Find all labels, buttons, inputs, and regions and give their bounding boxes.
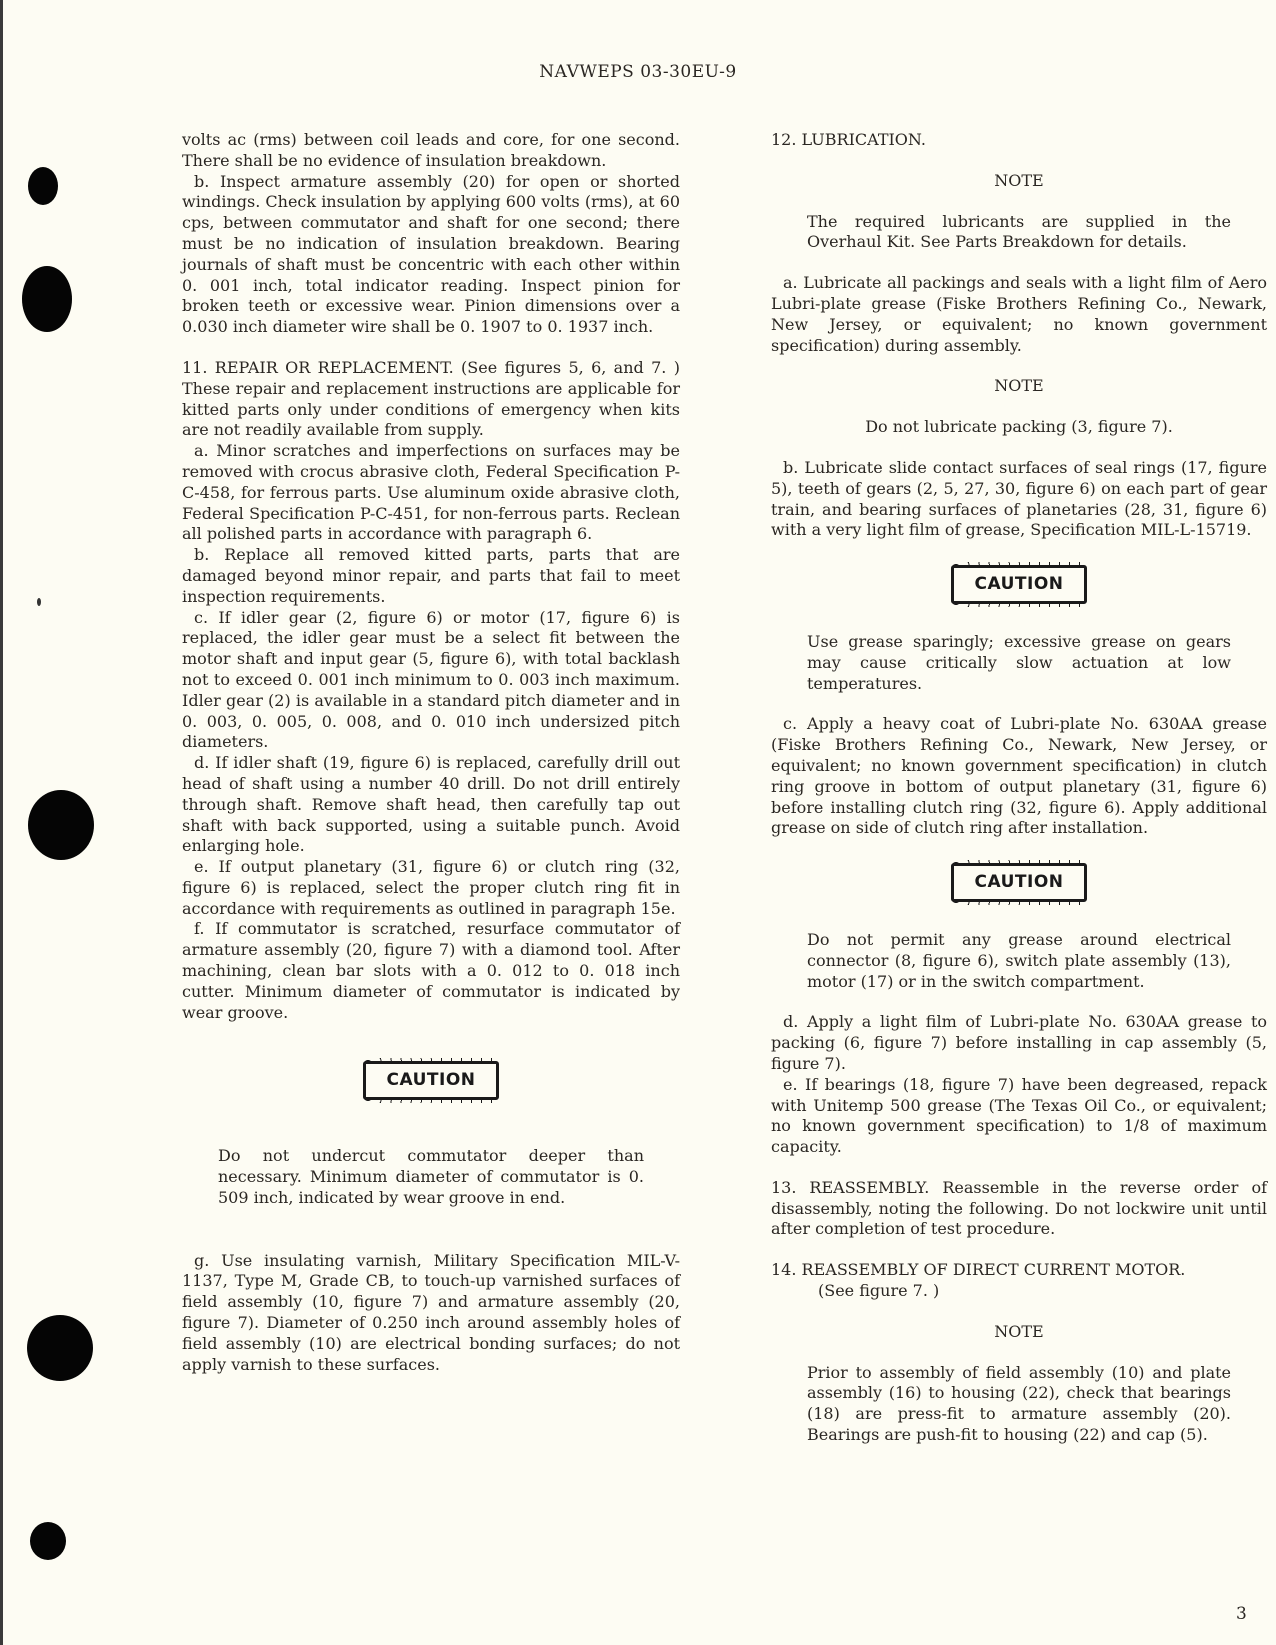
caution-label: CAUTION xyxy=(951,863,1086,902)
binder-hole-5 xyxy=(30,1522,66,1560)
note-label-2: NOTE xyxy=(994,376,1044,396)
paragraph-11e: e. If output planetary (31, figure 6) or clutch ring (32, figure 6) is replaced, select the proper clutch ring fit in accordance with requirements as outlined in paragraph 15e. xyxy=(182,857,680,918)
paragraph-11f: f. If commutator is scratched, resurface commutator of armature assembly (20, figure 7) with a diamond tool. After machining, clean bar slots with a 0. 012 to 0. 018 inch cutter. Minimum diameter of commutator is indicated by wear groove. xyxy=(182,919,680,1022)
paragraph-12b: b. Lubricate slide contact surfaces of seal rings (17, figure 5), teeth of gears (2, 5, 27, 30, figure 6) on each part of gear train, and bearing surfaces of planetaries (28, 31, figure 6) with a very light film of grease, Specification MIL-L-15719. xyxy=(771,457,1267,540)
left-column xyxy=(182,130,680,1375)
section-14-heading: 14. REASSEMBLY OF DIRECT CURRENT MOTOR. xyxy=(771,1260,1186,1280)
page-number: 3 xyxy=(1236,1604,1247,1624)
paragraph-11a: a. Minor scratches and imperfections on surfaces may be removed with crocus abrasive cloth, Federal Specification P-C-458, for ferrous parts. Use aluminum oxide abrasive cloth, Federal Specification P-C-451, for non-ferrous parts. Reclean all polished parts in accordance with paragraph 6. xyxy=(182,441,680,544)
note-text-3: Prior to assembly of field assembly (10) and plate assembly (16) to housing (22), check that bearings (18) are press-fit to armature assembly (20). Bearings are push-fit to housing (22) and cap (5). xyxy=(807,1362,1231,1445)
page-left-edge xyxy=(0,0,3,1645)
document-number-header: NAVWEPS 03-30EU-9 xyxy=(539,62,737,82)
binder-hole-4 xyxy=(27,1315,93,1381)
section-14-figure-ref: (See figure 7. ) xyxy=(818,1281,940,1301)
note-text-2: Do not lubricate packing (3, figure 7). xyxy=(865,417,1173,437)
section-12-heading: 12. LUBRICATION. xyxy=(771,130,926,149)
paragraph-12e: e. If bearings (18, figure 7) have been degreased, repack with Unitemp 500 grease (The Texas Oil Co., or equivalent; no known government specification) to 1/8 of maximum capacity. xyxy=(771,1074,1267,1157)
paragraph-10a-continued: volts ac (rms) between coil leads and core, for one second. There shall be no evidence of insulation breakdown. xyxy=(182,130,680,170)
caution-text-3: Do not permit any grease around electrical connector (8, figure 6), switch plate assembly (13), motor (17) or in the switch compartment. xyxy=(807,929,1231,991)
caution-label: CAUTION xyxy=(363,1061,498,1100)
caution-label: CAUTION xyxy=(951,565,1086,604)
section-11-heading: 11. REPAIR OR REPLACEMENT. (See figures 5, 6, and 7. ) These repair and replacement instructions are applicable for kitted parts only under conditions of emergency when kits are not readily available from supply. xyxy=(182,357,680,440)
paragraph-12a: a. Lubricate all packings and seals with a light film of Aero Lubri-plate grease (Fiske Brothers Refining Co., Newark, New Jersey, or equivalent; no known government specification) during assembly. xyxy=(771,273,1267,355)
binder-hole-1 xyxy=(28,167,58,205)
caution-banner-3 xyxy=(771,863,1267,902)
paragraph-11g: g. Use insulating varnish, Military Specification MIL-V-1137, Type M, Grade CB, to touch-up varnished surfaces of field assembly (10, figure 7) and armature assembly (20, figure 7). Diameter of 0.250 inch around assembly holes of field assembly (10) are electrical bonding surfaces; do not apply varnish to these surfaces. xyxy=(182,1250,680,1374)
note-label-1: NOTE xyxy=(994,170,1044,190)
note-label-3: NOTE xyxy=(994,1321,1044,1341)
paragraph-12c: c. Apply a heavy coat of Lubri-plate No. 630AA grease (Fiske Brothers Refining Co., Newark, New Jersey, or equivalent; no known government specification) in clutch ring groove in bottom of output planetary (31, figure 6) before installing clutch ring (32, figure 6). Apply additional grease on side of clutch ring after installation. xyxy=(771,714,1267,838)
caution-text-2: Use grease sparingly; excessive grease on gears may cause critically slow actuation at low temperatures. xyxy=(807,631,1231,693)
paragraph-11b: b. Replace all removed kitted parts, parts that are damaged beyond minor repair, and parts that fail to meet inspection requirements. xyxy=(182,545,680,606)
margin-mark xyxy=(37,598,41,606)
right-column xyxy=(771,130,1267,1446)
caution-banner-1 xyxy=(182,1061,680,1100)
paragraph-10b: b. Inspect armature assembly (20) for open or shorted windings. Check insulation by applying 600 volts (rms), at 60 cps, between commutator and shaft for one second; there must be no indication of insulation breakdown. Bearing journals of shaft must be concentric with each other within 0. 001 inch, total indicator reading. Inspect pinion for broken teeth or excessive wear. Pinion dimensions over a 0.030 inch diameter wire shall be 0. 1907 to 0. 1937 inch. xyxy=(182,171,680,337)
paragraph-12d: d. Apply a light film of Lubri-plate No. 630AA grease to packing (6, figure 7) before installing in cap assembly (5, figure 7). xyxy=(771,1012,1267,1073)
paragraph-11c: c. If idler gear (2, figure 6) or motor (17, figure 6) is replaced, the idler gear must be a select fit between the motor shaft and input gear (5, figure 6), with total backlash not to exceed 0. 001 inch minimum to 0. 003 inch maximum. Idler gear (2) is available in a standard pitch diameter and in 0. 003, 0. 005, 0. 008, and 0. 010 inch undersized pitch diameters. xyxy=(182,607,680,752)
section-13-heading: 13. REASSEMBLY. Reassemble in the reverse order of disassembly, noting the following. Do not lockwire unit until after completion of test procedure. xyxy=(771,1177,1267,1239)
binder-hole-2 xyxy=(22,266,72,332)
caution-text-1: Do not undercut commutator deeper than necessary. Minimum diameter of commutator is 0. 509 inch, indicated by wear groove in end. xyxy=(218,1146,644,1207)
paragraph-11d: d. If idler shaft (19, figure 6) is replaced, carefully drill out head of shaft using a number 40 drill. Do not drill entirely through shaft. Remove shaft head, then carefully tap out shaft with back supported, using a suitable punch. Avoid enlarging hole. xyxy=(182,753,680,856)
caution-banner-2 xyxy=(771,565,1267,604)
binder-hole-3 xyxy=(28,790,94,860)
note-text-1: The required lubricants are supplied in the Overhaul Kit. See Parts Breakdown for details. xyxy=(807,211,1231,252)
